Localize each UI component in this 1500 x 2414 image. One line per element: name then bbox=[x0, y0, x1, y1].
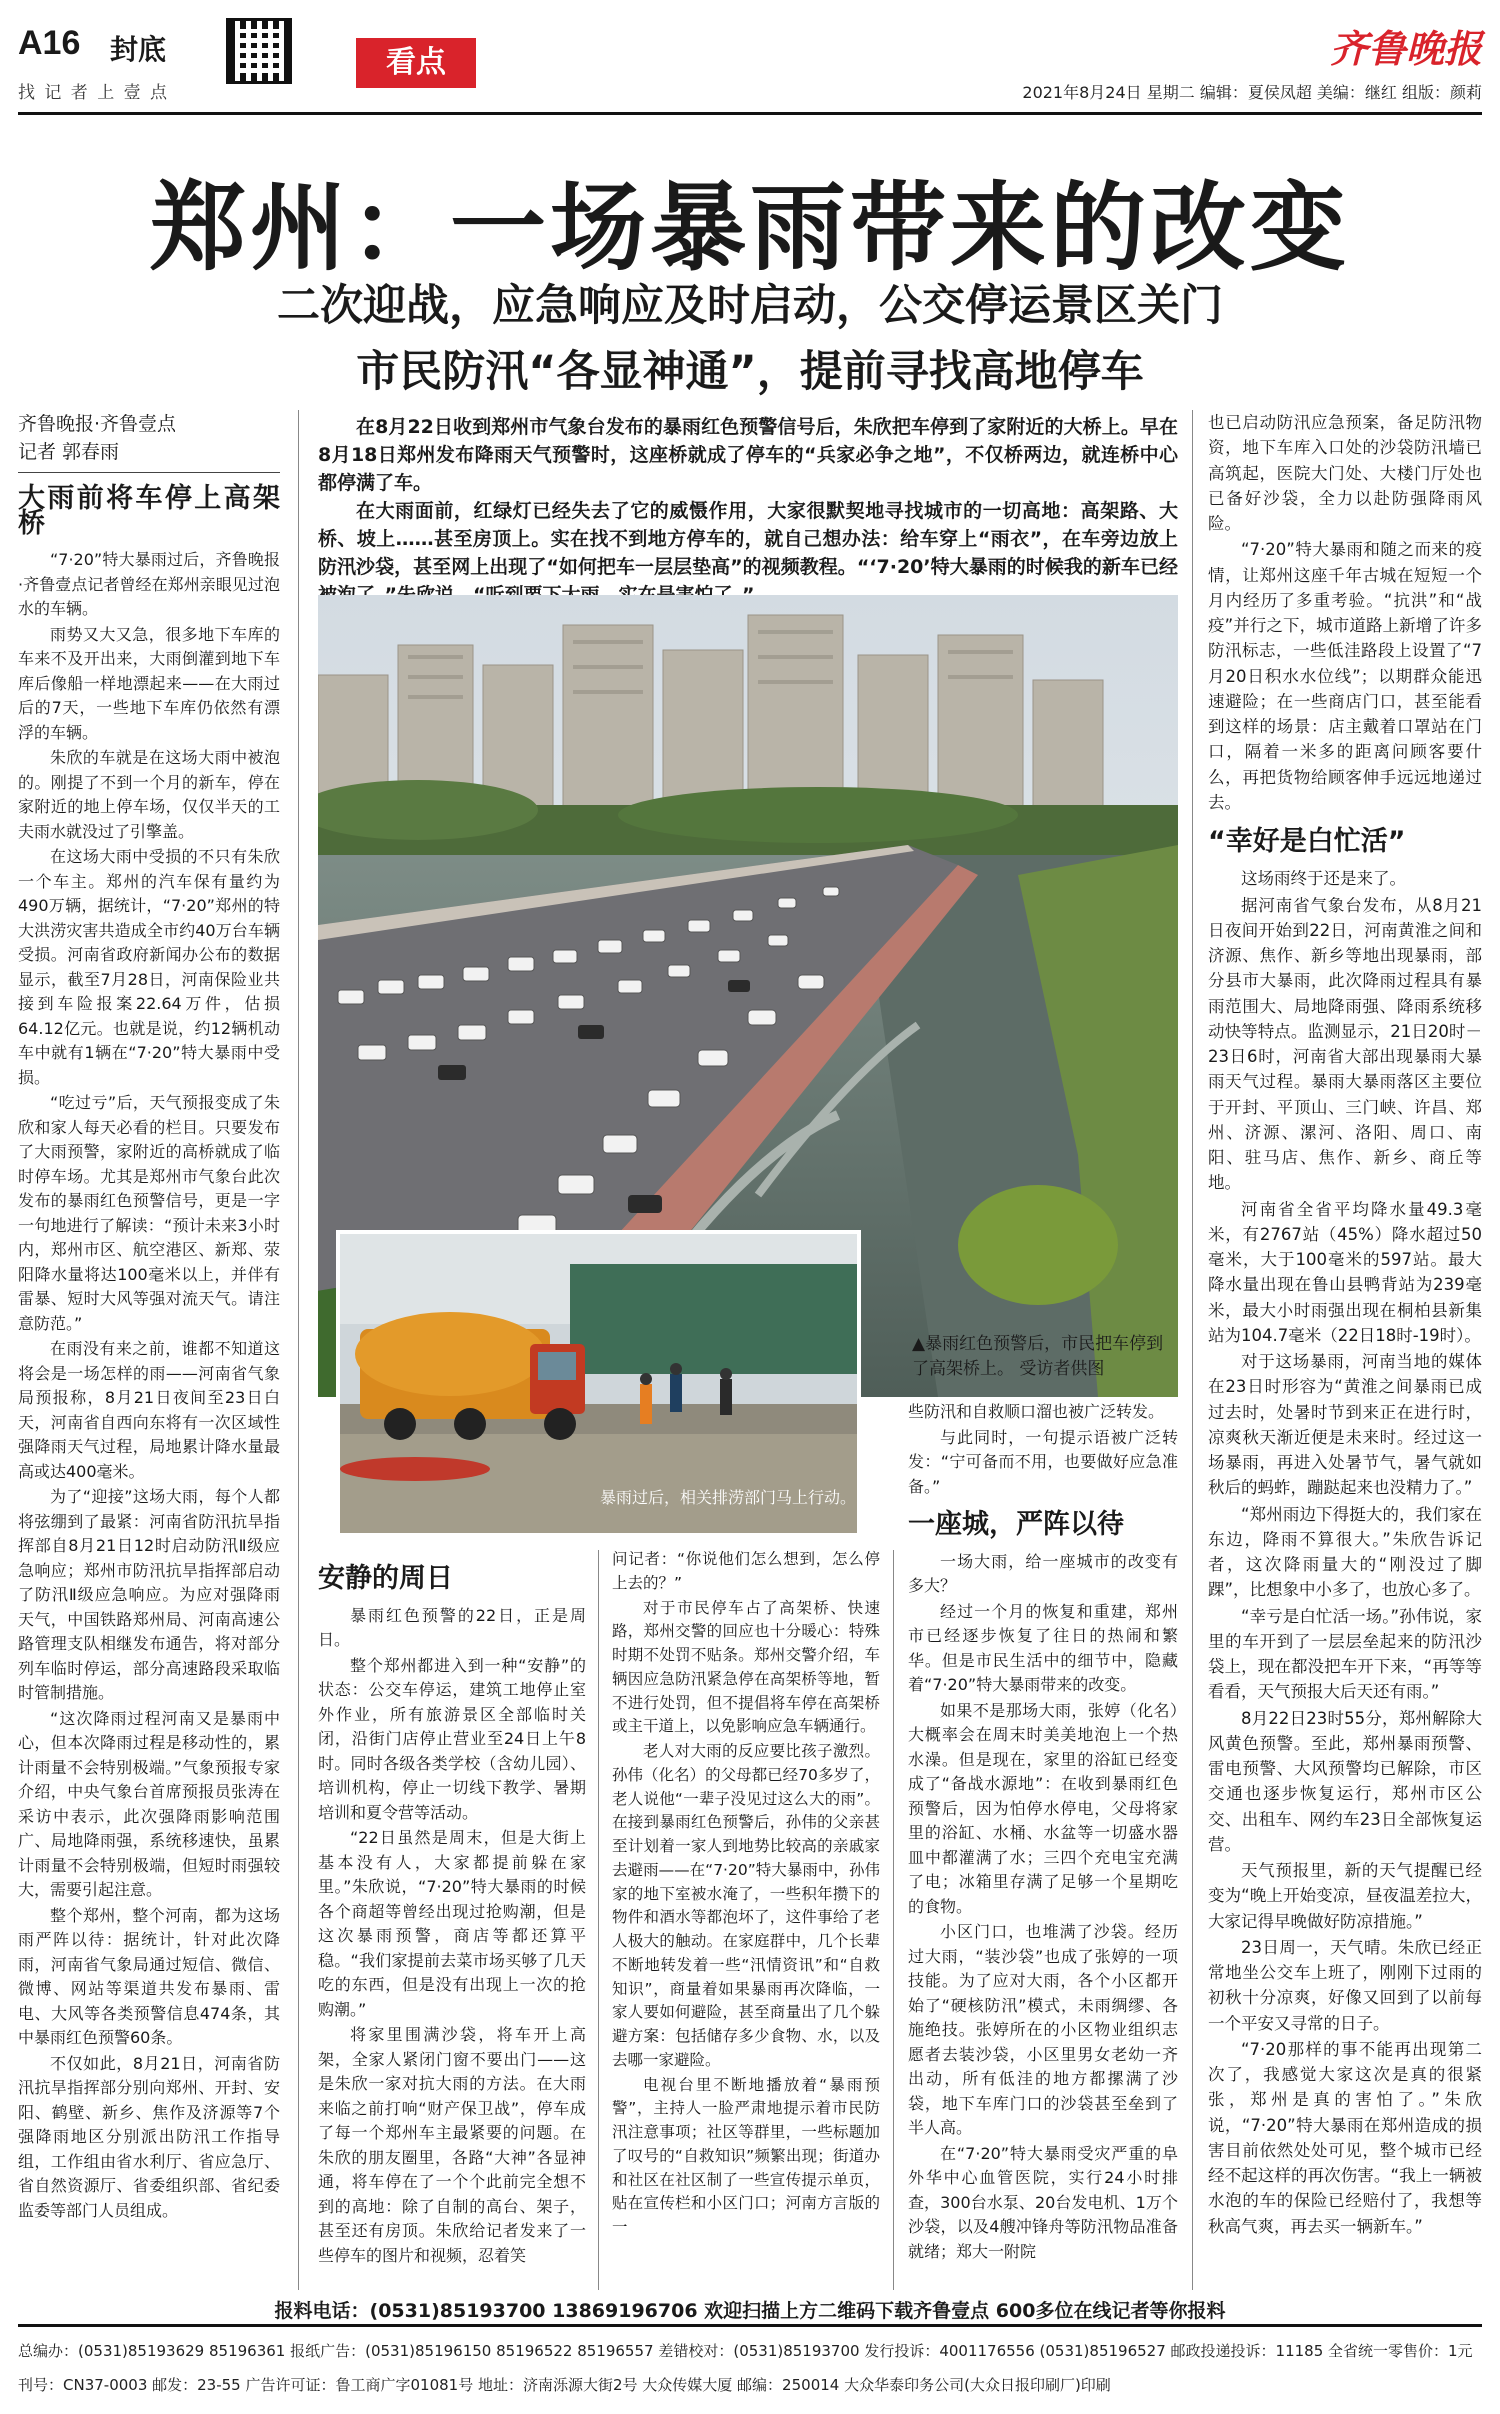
header-divider bbox=[18, 112, 1482, 115]
paragraph: 问记者：“你说他们怎么想到，怎么停上去的？” bbox=[612, 1550, 880, 1592]
byline-reporter: 记者 郭春雨 bbox=[18, 441, 120, 463]
paragraph: 暴雨红色预警的22日，正是周日。 bbox=[318, 1605, 586, 1649]
paragraph: 为了“迎接”这场大雨，每个人都将弦绷到了最紧：河南省防汛抗旱指挥部自8月21日12时启动防汛Ⅱ级应急响应；郑州市防汛抗旱指挥部启动了防汛Ⅱ级应急响应。为应对强降雨天气，中国铁路郑州局、河南高速公路管理支队相继发布通告，将对部分列车临时停运，部分高速路段采取临时管制措施。 bbox=[18, 1487, 280, 1702]
paragraph: “幸亏是白忙活一场。”孙伟说，家里的车开到了一层层垒起来的防汛沙袋上，现在都没把车开下来，“再等等看看，天气预报大后天还有雨。” bbox=[1208, 1606, 1482, 1702]
truck-photo-caption: 暴雨过后，相关排涝部门马上行动。 bbox=[600, 1488, 857, 1507]
byline-source: 齐鲁晚报·齐鲁壹点 bbox=[18, 413, 177, 435]
paragraph: 老人对大雨的反应要比孩子激烈。孙伟（化名）的父母都已经70多岁了，老人说他“一辈子没见过这么大的雨”。在接到暴雨红色预警后，孙伟的父亲甚至计划着一家人到地势比较高的亲戚家去避雨——在“7·20”特大暴雨中，孙伟家的地下室被水淹了，一些积年攒下的物件和酒水等都泡坏了，这件事给了老人极大的触动。在家庭群中，几个长辈不断地转发着一些“汛情资讯”和“自救知识”，商量着如果暴雨再次降临，一家人要如何避险，甚至商量出了几个躲避方案：包括储存多少食物、水，以及去哪一家避险。 bbox=[612, 1742, 880, 2069]
paragraph: “7·20那样的事不能再出现第二次了，我感觉大家这次是真的很紧张，郑州是真的害怕了。”朱欣说，“7·20”特大暴雨在郑州造成的损害目前依然处处可见，整个城市已经经不起这样的再次伤害。“我上一辆被水泡的车的保险已经赔付了，我想等秋高气爽，再去买一辆新车。” bbox=[1208, 2039, 1482, 2236]
section-heading: 一座城，严阵以待 bbox=[908, 1509, 1124, 1540]
column-2 bbox=[318, 1553, 586, 2269]
paragraph: “7·20”特大暴雨过后，齐鲁晚报·齐鲁壹点记者曾经在郑州亲眼见过泡水的车辆。 bbox=[18, 550, 280, 618]
tip-hotline: 报料电话：(0531)85193700 13869196706 欢迎扫描上方二维码下载齐鲁壹点 600多位在线记者等你报料 bbox=[274, 2300, 1226, 2322]
paragraph: 在雨没有来之前，谁都不知道这将会是一场怎样的雨——河南省气象局预报称，8月21日夜间至23日白天，河南省自西向东将有一次区域性强降雨天气过程，局地累计降水量最高或达400毫米。 bbox=[18, 1339, 280, 1481]
section-tag: 看点 bbox=[356, 38, 476, 88]
qr-code-icon[interactable] bbox=[226, 18, 292, 84]
masthead bbox=[18, 18, 1482, 110]
paragraph: 8月22日23时55分，郑州解除大风黄色预警。至此，郑州暴雨预警、雷电预警、大风预警均已解除，市区交通也逐步恢复运行，郑州市区公交、出租车、网约车23日全部恢复运营。 bbox=[1208, 1708, 1482, 1854]
column-5 bbox=[1208, 410, 1482, 2240]
lead-paragraph: 在大雨面前，红绿灯已经失去了它的威慑作用，大家很默契地寻找城市的一切高地：高架路、大桥、坡上……甚至房顶上。实在找不到地方停车的，就自己想办法：给车穿上“雨衣”，在车旁边放上防汛沙袋，甚至网上出现了“如何把车一层层垫高”的视频教程。“‘7·20’特大暴雨的时候我的新车已经 bbox=[318, 500, 1178, 578]
paragraph: 朱欣的车就是在这场大雨中被泡的。刚提了不到一个月的新车，停在家附近的地上停车场，仅仅半天的工夫雨水就没过了引擎盖。 bbox=[18, 748, 280, 841]
paragraph: 不仅如此，8月21日，河南省防汛抗旱指挥部分别向郑州、开封、安阳、鹤壁、新乡、焦作及济源等7个强降雨地区分别派出防汛工作指导组，工作组由省水利厅、省应急厅、省自然资源厅、省委组织部、省纪委监委等部门人员组成。 bbox=[18, 2053, 280, 2220]
paragraph: 对于这场暴雨，河南当地的媒体在23日时形容为“黄淮之间暴雨已成过去时，处暑时节到来正在进行时，凉爽秋天渐近便是未来时。经过这一场暴雨，再进入处暑节气，暑气就如秋后的蚂蚱，蹦跶起来也没精力了。” bbox=[1208, 1352, 1482, 1498]
bridge-photo-caption: ▲暴雨红色预警后，市民把车停到了高架桥上。 受访者供图 bbox=[912, 1334, 1164, 1379]
paragraph: 对于市民停车占了高架桥、快速路，郑州交警的回应也十分暖心：特殊时期不处罚不贴条。郑州交警介绍，车辆因应急防汛紧急停在高架桥等地，暂不进行处罚，但不提倡将车停在高架桥或主干道上，以免影响应急车辆通行。 bbox=[612, 1598, 880, 1736]
paragraph: 在这场大雨中受损的不只有朱欣一个车主。郑州的汽车保有量约为490万辆，据统计，“7·20”郑州的特大洪涝灾害共造成全市约40万台车辆受损。河南省政府新闻办公布的数据显示，截至7月28日，河南保险业共接到车险报案22.64万件，估损64.12亿元。也就是说，约12辆机动车中就有1辆在“7·20”特大暴雨中受损。 bbox=[18, 847, 280, 1087]
publication-info: 刊号：CN37-0003 邮发：23-55 广告许可证：鲁工商广字01081号 地址：济南泺源大街2号 大众传媒大厦 邮编：250014 大众华泰印务公司(大众日报印刷厂)印刷 bbox=[18, 2376, 1111, 2394]
column-3 bbox=[612, 1548, 880, 2241]
paragraph: 经过一个月的恢复和重建，郑州市已经逐步恢复了往日的热闹和繁华。但是市民生活中的细节中，隐藏着“7·20”特大暴雨带来的改变。 bbox=[908, 1601, 1178, 1694]
column-4 bbox=[908, 1400, 1178, 2265]
column-divider bbox=[1192, 410, 1193, 2290]
paragraph: 如果不是那场大雨，张婷（化名）大概率会在周末时美美地泡上一个热水澡。但是现在，家里的浴缸已经变成了“备战水源地”：在收到暴雨红色预警后，因为怕停水停电，父母将家里的浴缸、水桶、水盆等一切盛水器皿中都灌满了水；三四个充电宝充满了电；冰箱里存满了足够一个星期吃的食物。 bbox=[908, 1700, 1178, 1916]
paragraph: 河南省全省平均降水量49.3毫米，有2767站（45%）降水超过50毫米，大于100毫米的597站。最大降水量出现在鲁山县鸭背站为239毫米，最大小时雨强出现在桐柏县新集站为104.7毫米（22日18时-19时）。 bbox=[1208, 1199, 1482, 1345]
dateline: 2021年8月24日 星期二 编辑：夏侯凤超 美编：继红 组版：颜莉 bbox=[1022, 83, 1482, 102]
paragraph: 这场雨终于还是来了。 bbox=[1241, 869, 1406, 889]
paragraph: “郑州雨边下得挺大的，我们家在东边，降雨不算很大。”朱欣告诉记者，这次降雨量大的“刚没过了脚踝”，比想象中小多了，也放心多了。 bbox=[1208, 1504, 1482, 1600]
paragraph: 一场大雨，给一座城市的改变有多大？ bbox=[908, 1551, 1178, 1595]
section-heading: “幸好是白忙活” bbox=[1208, 826, 1406, 857]
paragraph: “22日虽然是周末，但是大街上基本没有人，大家都提前躲在家里。”朱欣说，“7·20”特大暴雨的时候各个商超等曾经出现过抢购潮，但是这次暴雨预警，商店等都还算平稳。“我们家提前去菜市场买够了几天吃的东西，但是没有出现上一次的抢购潮。” bbox=[318, 1828, 586, 2019]
paragraph: 雨势又大又急，很多地下车库的车来不及开出来，大雨倒灌到地下车库后像船一样地漂起来——在大雨过后的7天，一些地下车库仍依然有漂浮的车辆。 bbox=[18, 624, 280, 742]
contact-info: 总编办：(0531)85193629 85196361 报纸广告：(0531)85196150 85196522 85196557 差错校对：(0531)85193700 发行投诉：4001176556 (0531)85196527 邮政投递投诉：11185 全省统一零售价：1元 bbox=[18, 2342, 1473, 2360]
paragraph: 将家里围满沙袋，将车开上高架，全家人紧闭门窗不要出门——这是朱欣一家对抗大雨的方法。在大雨来临之前打响“财产保卫战”，停车成了每一个郑州车主最紧要的问题。在朱欣的朋友圈里，各路“大神”各显神通，将车停在了一个个此前完全想不到的高地：除了自制的高台、架子，甚至还有房顶。朱欣给记者发来了一些停车的图片和视频，忍着笑 bbox=[318, 2025, 586, 2265]
paragraph: “7·20”特大暴雨和随之而来的疫情，让郑州这座千年古城在短短一个月内经历了多重考验。“抗洪”和“战疫”并行之下，城市道路上新增了许多防汛标志，一些低洼路段上设置了“7月20日积水水位线”；以期群众能迅速避险；在一些商店门口，甚至能看到这样的场景：店主戴着口罩站在门口，隔着一米多的距离问顾客要什么，再把货物给顾客伸手远远地递过去。 bbox=[1208, 540, 1482, 812]
paragraph: “吃过亏”后，天气预报变成了朱欣和家人每天必看的栏目。只要发布了大雨预警，家附近的高桥就成了临时停车场。尤其是郑州市气象台此次发布的暴雨红色预警信号，更是一字一句地进行了解读：“预计未来3小时内，郑州市区、航空港区、新郑、荥阳降水量将达100毫米以上，并伴有雷暴、短时大风等强对流天气。请注意防范。” bbox=[18, 1093, 280, 1333]
section-name: 封底 bbox=[110, 33, 167, 66]
subheadline-2: 市民防汛“各显神通”，提前寻找高地停车 bbox=[356, 347, 1144, 397]
paragraph: 在“7·20”特大暴雨受灾严重的阜外华中心血管医院，实行24小时排查，300台水泵、20台发电机、1万个沙袋，以及4艘冲锋舟等防汛物品准备就绪；郑大一附院 bbox=[908, 2143, 1178, 2261]
paragraph: 23日周一，天气晴。朱欣已经正常地坐公交车上班了，刚刚下过雨的初秋十分凉爽，好像又回到了以前每一个平安又寻常的日子。 bbox=[1208, 1937, 1482, 2033]
paragraph: 整个郑州，整个河南，都为这场雨严阵以待：据统计，针对此次降雨，河南省气象局通过短信、微信、微博、网站等渠道共发布暴雨、雷电、大风等各类预警信息474条，其中暴雨红色预警60条。 bbox=[18, 1905, 280, 2047]
page-number: A16 bbox=[18, 24, 81, 62]
paragraph: 整个郑州都进入到一种“安静”的状态：公交车停运，建筑工地停止室外作业，所有旅游景区全部临时关闭，沿街门店停止营业至24日上午8时。同时各级各类学校（含幼儿园）、培训机构，停止一切线下教学、暑期培训和夏令营等活动。 bbox=[318, 1655, 586, 1822]
paragraph: 小区门口，也堆满了沙袋。经历过大雨，“装沙袋”也成了张婷的一项技能。为了应对大雨，各个小区都开始了“硬核防汛”模式，未雨绸缪、各施绝技。张婷所在的小区物业组织志愿者去装沙袋，小区里男女老幼一齐出动，所有低洼的地方都摞满了沙袋，地下车库门口的沙袋甚至垒到了半人高。 bbox=[908, 1922, 1178, 2137]
paragraph: 些防汛和自救顺口溜也被广泛转发。 bbox=[908, 1402, 1165, 1421]
column-divider bbox=[598, 1550, 599, 2290]
column-1 bbox=[18, 410, 280, 2224]
paragraph: 天气预报里，新的天气提醒已经变为“晚上开始变凉，昼夜温差拉大，大家记得早晚做好防凉措施。” bbox=[1208, 1861, 1482, 1931]
paragraph: 与此同时，一句提示语被广泛转发：“宁可备而不用，也要做好应急准备。” bbox=[908, 1427, 1178, 1496]
subheadline-1: 二次迎战，应急响应及时启动，公交停运景区关门 bbox=[277, 281, 1223, 331]
paragraph: 电视台里不断地播放着“暴雨预警”，主持人一脸严肃地提示着市民防汛注意事项；社区等群里，一些标题加了叹号的“自救知识”频繁出现；街道办和社区在社区制了一些宣传提示单页，贴在宣传栏和小区门口；河南方言版的一 bbox=[612, 2075, 880, 2236]
section-heading: 安静的周日 bbox=[318, 1563, 453, 1594]
column-divider bbox=[298, 410, 299, 2290]
paragraph: 也已启动防汛应急预案，备足防汛物资，地下车库入口处的沙袋防汛墙已高筑起，医院大门处、大楼门厅处也已备好沙袋，全力以赴防强降雨风险。 bbox=[1208, 413, 1482, 533]
section-heading: 大雨前将车停上高架桥 bbox=[18, 483, 280, 539]
slogan: 找 记 者 上 壹 点 bbox=[18, 83, 170, 103]
headline: 郑州：一场暴雨带来的改变 bbox=[150, 172, 1350, 284]
footer-divider bbox=[18, 2324, 1482, 2327]
paragraph: “这次降雨过程河南又是暴雨中心，但本次降雨过程是移动性的，累计雨量不会特别极端。”气象预报专家介绍，中央气象台首席预报员张涛在采访中表示，此次强降雨影响范围广、局地降雨强，系统移速快，虽累计雨量不会特别极端，但短时雨强较大，需要引起注意。 bbox=[18, 1708, 280, 1899]
lead-paragraphs bbox=[318, 413, 1178, 609]
paragraph: 据河南省气象台发布，从8月21日夜间开始到22日，河南黄淮之间和济源、焦作、新乡等地出现暴雨，部分县市大暴雨，此次降雨过程具有暴雨范围大、局地降雨强、降雨系统移动快等特点。监测显示，21日20时－23日6时，河南省大部出现暴雨大暴雨天气过程。暴雨大暴雨落区主要位于开封、平顶山、三门峡、许昌、郑州、济源、漯河、洛阳、周口、南阳、驻马店、焦作、新乡、商丘等地。 bbox=[1208, 895, 1482, 1193]
lead-paragraph: 在8月22日收到郑州市气象台发布的暴雨红色预警信号后，朱欣把车停到了家附近的大桥上。早在8月18日郑州发布降雨天气预警时，这座桥就成了停车的“兵家必争之地”，不仅桥两边，就连桥中心都停满了车。 bbox=[318, 416, 1178, 494]
column-divider bbox=[893, 1550, 894, 2290]
newspaper-logo: 齐鲁晚报 bbox=[1329, 26, 1482, 71]
